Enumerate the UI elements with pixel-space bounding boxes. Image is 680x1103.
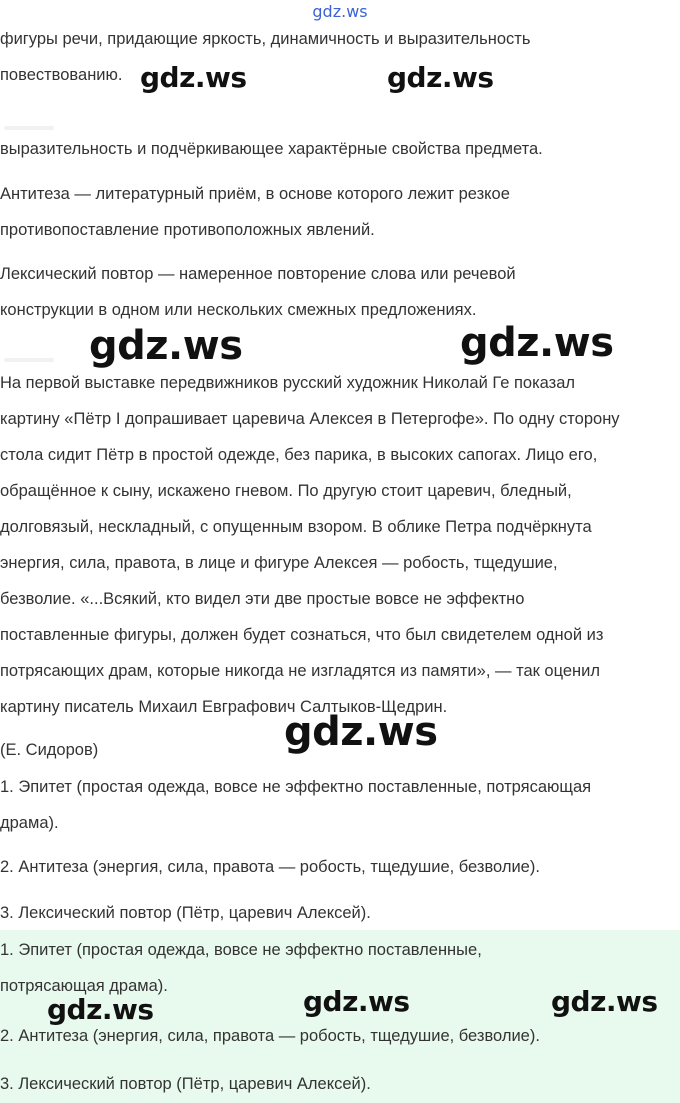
answer-item-2: 2. Антитеза (энергия, сила, правота — робость, тщедушие, безволие).: [0, 1027, 540, 1045]
list-item-3: 3. Лексический повтор (Пётр, царевич Алексей).: [0, 904, 371, 922]
repetition-definition: Лексический повтор — намеренное повторение слова или речевой конструкции в одном или нескольких смежных предложениях.: [0, 265, 516, 319]
watermark: gdz.ws: [284, 709, 438, 755]
text-author: (Е. Сидоров): [0, 741, 99, 759]
watermark: gdz.ws: [89, 323, 243, 369]
watermark: gdz.ws: [140, 61, 247, 94]
answer-item-3: 3. Лексический повтор (Пётр, царевич Алексей).: [0, 1075, 371, 1093]
divider: [4, 358, 54, 362]
theory-line-2: повествованию.: [0, 66, 123, 84]
epithet-definition-tail: выразительность и подчёркивающее характёрные свойства предмета.: [0, 140, 543, 158]
watermark: gdz.ws: [47, 993, 154, 1026]
watermark: gdz.ws: [551, 985, 658, 1018]
divider: [4, 126, 54, 130]
watermark: gdz.ws: [303, 985, 410, 1018]
text-body: На первой выставке передвижников русский художник Николай Ге показал картину «Пётр I допрашивает царевича Алексея в Петергофе». По одну сторону стола сидит Пётр в простой одежде, без парика, в высоких сапогах. Лицо его, обращённое к сыну, искажено гневом. По другую стоит царевич, бледный, долговязый, нескладный, с опущенным взором. В облике Петра подчёркнута энергия, сила, правота, в лице и фигуре Алексея — робость, тщедушие, безволие. «...Всякий, кто видел эти две простые вовсе не эффектно поставленные фигуры, должен будет сознаться, что был свидетелем одной из потрясающих драм, которые никогда не изгладятся из памяти», — так оценил картину писатель Михаил Евграфович Салтыков-Щедрин.: [0, 374, 620, 716]
list-item-2: 2. Антитеза (энергия, сила, правота — робость, тщедушие, безволие).: [0, 858, 540, 876]
theory-line-1: фигуры речи, придающие яркость, динамичность и выразительность: [0, 30, 531, 48]
watermark: gdz.ws: [387, 61, 494, 94]
answer-item-1: 1. Эпитет (простая одежда, вовсе не эффектно поставленные, потрясающая драма).: [0, 941, 482, 995]
watermark: gdz.ws: [460, 320, 614, 366]
list-item-1: 1. Эпитет (простая одежда, вовсе не эффектно поставленные, потрясающая драма).: [0, 778, 592, 832]
header-watermark: gdz.ws: [312, 2, 368, 21]
antithesis-definition: Антитеза — литературный приём, в основе которого лежит резкое противопоставление противоположных явлений.: [0, 185, 510, 239]
